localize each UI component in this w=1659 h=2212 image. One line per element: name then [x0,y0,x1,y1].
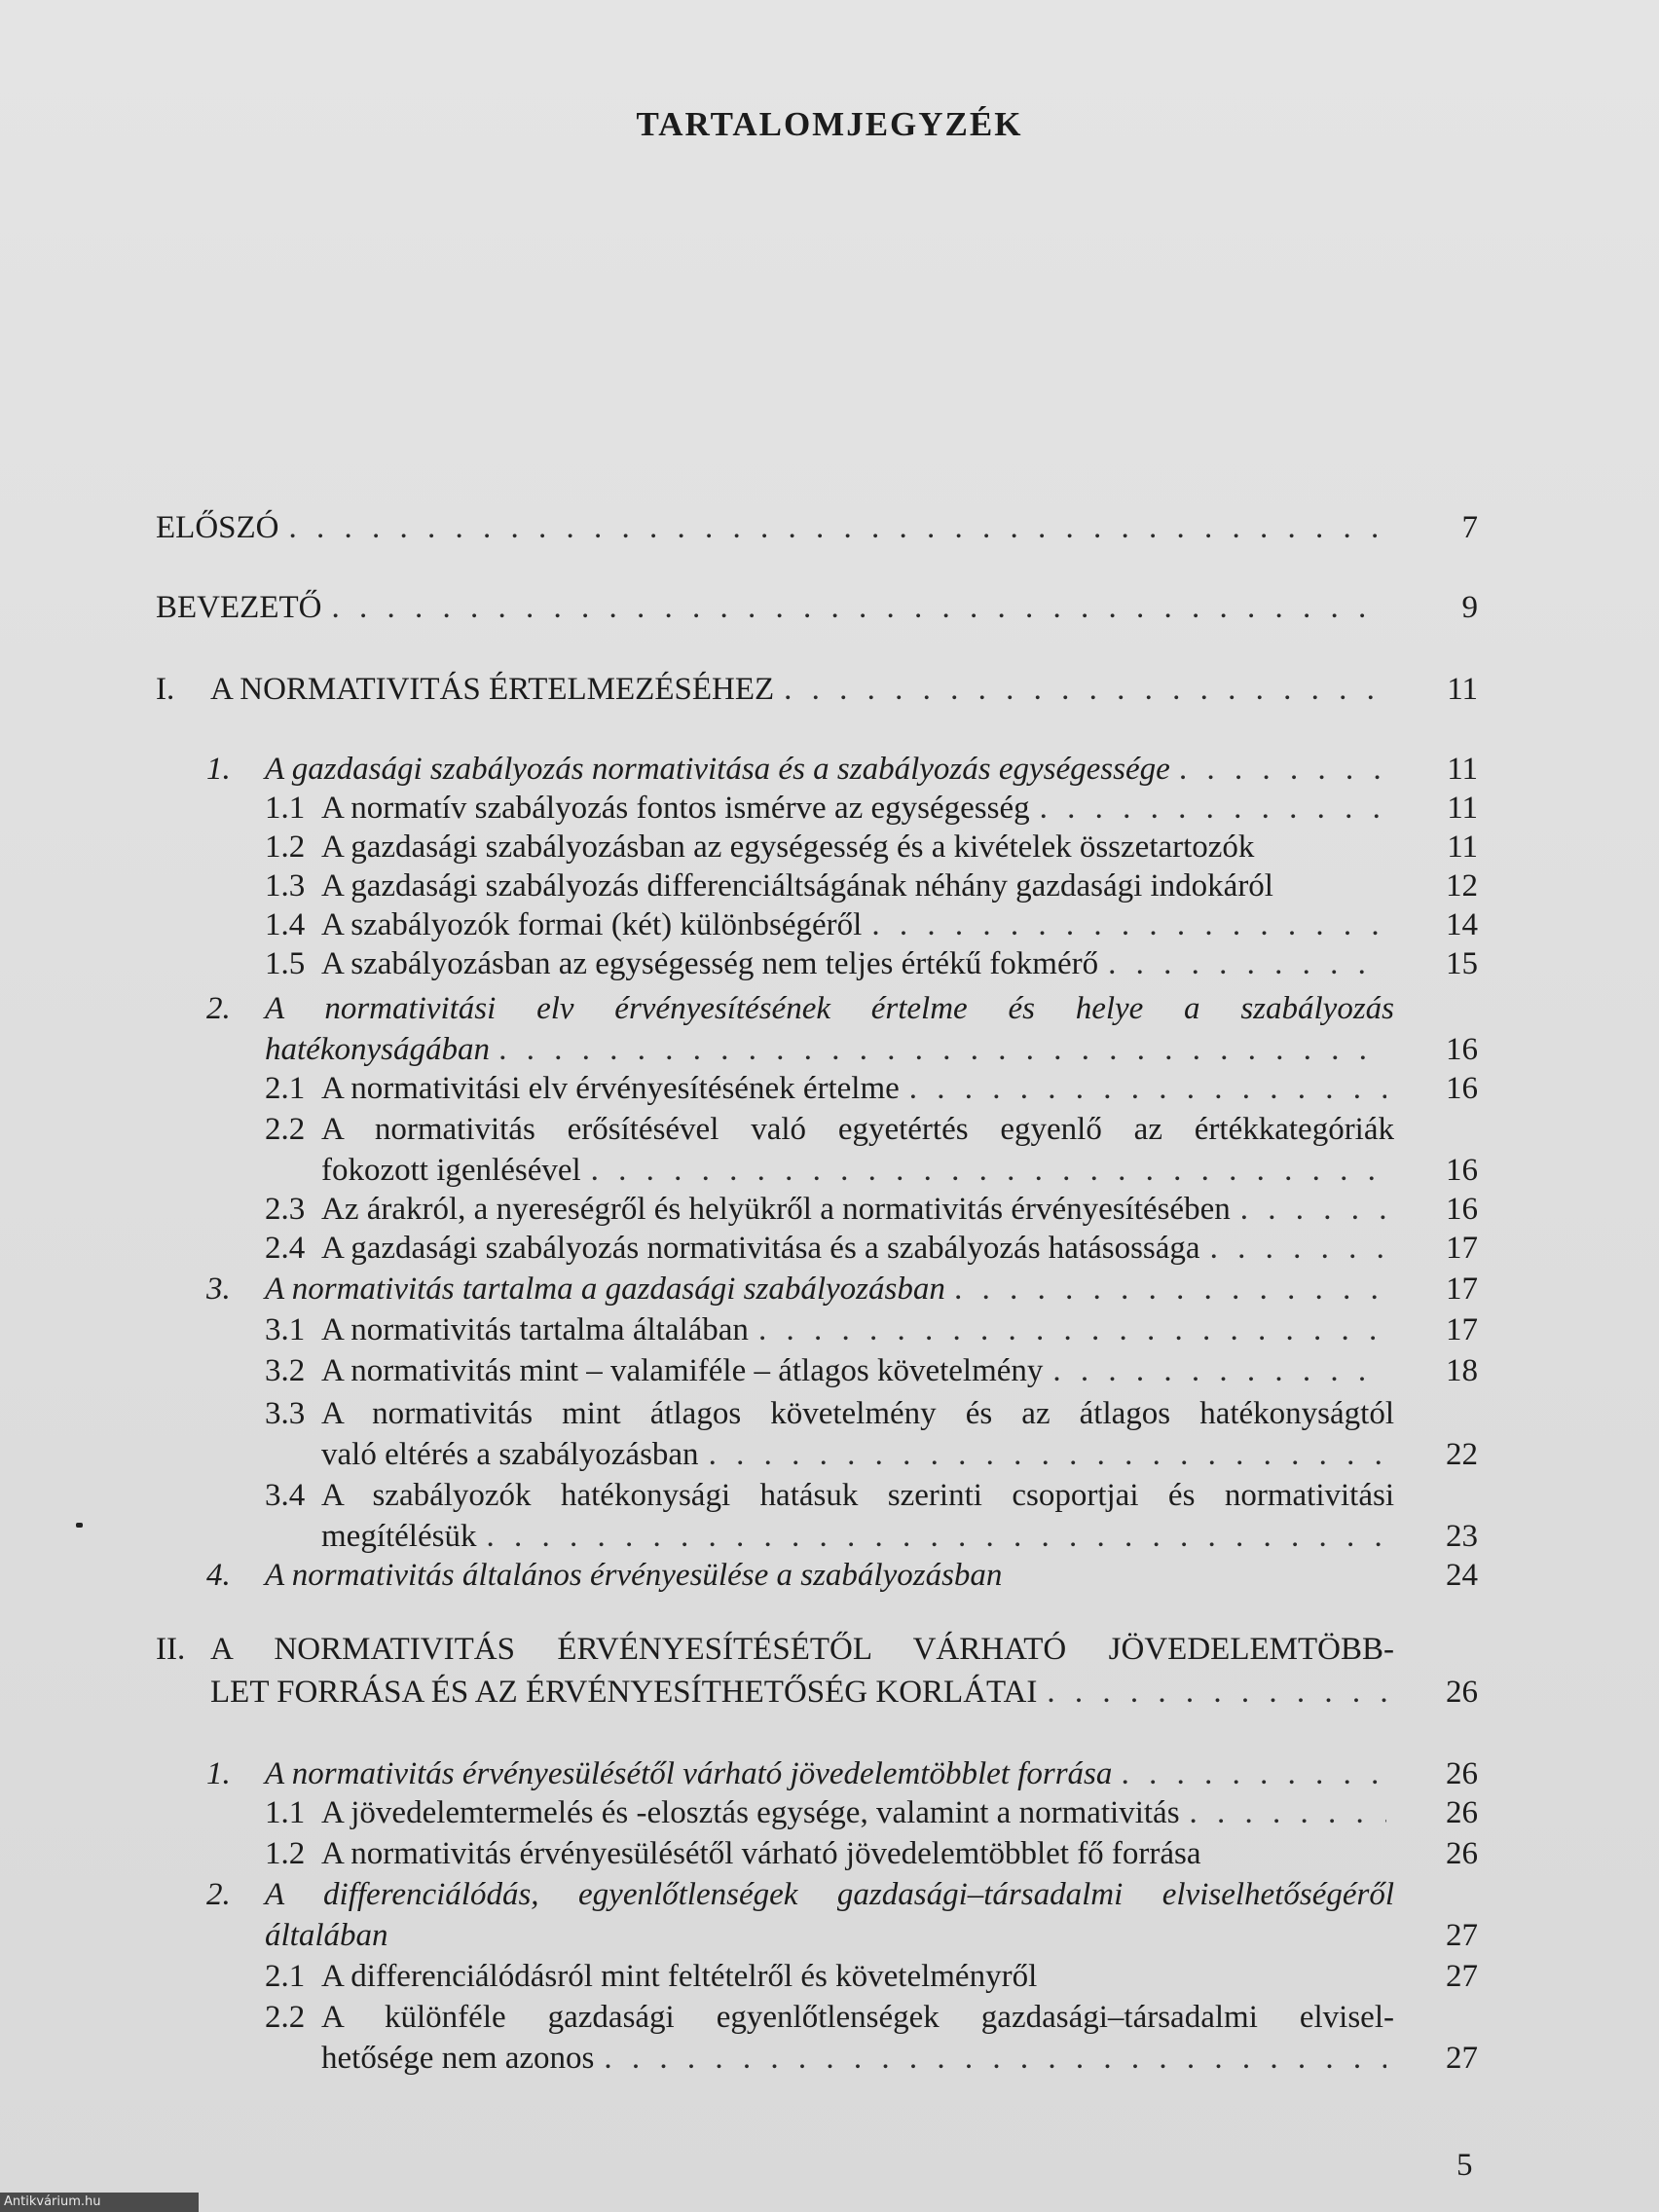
toc-section-page: 11 [1447,791,1478,826]
print-speck [76,1523,83,1528]
toc-section-title: A gazdasági szabályozás normativitása és a szabályozás hatásossága [321,1231,1200,1266]
leader-dots [1040,789,1386,828]
toc-section-page: 27 [1446,1959,1478,1994]
toc-section-title: A normativitás erősítésével való egyetértés egyenlő az értékkategóriák [321,1112,1394,1147]
toc-section-title: A gazdasági szabályozásban az egységesség és a kivételek összetartozók [321,830,1255,865]
leader-dots [955,1270,1386,1309]
toc-section-title: A gazdasági szabályozás differenciáltságának néhány gazdasági indokáról [321,868,1273,903]
toc-section-page: 14 [1446,907,1478,942]
toc-section-number: 1.4 [265,907,306,942]
toc-section-title-cont: megítélésük [321,1519,477,1554]
leader-dots [758,1310,1386,1349]
toc-section-page: 11 [1447,830,1478,865]
toc-section-cont [321,1151,1394,1190]
toc-chapter-title: A differenciálódás, egyenlőtlenségek gazdasági–társadalmi elviselhetőségéről [265,1877,1394,1912]
toc-part-number: I. [156,672,175,707]
toc-chapter-title: A normativitás általános érvényesülése a szabályozásban [265,1558,1003,1593]
toc-chapter [206,1754,1394,1793]
toc-chapter [206,1270,1394,1309]
toc-part-number: II. [156,1632,186,1667]
toc-section-number: 1.2 [265,830,306,865]
leader-dots [784,670,1386,709]
toc-chapter [206,1556,1394,1595]
page-title: TARTALOMJEGYZÉK [636,105,1023,143]
toc-chapter-number: 3. [206,1272,231,1307]
toc-chapter-page: 27 [1446,1918,1478,1953]
toc-section-number: 2.2 [265,2000,306,2035]
toc-section [265,1476,1394,1515]
toc-chapter-title: A normativitás tartalma a gazdasági szabályozásban [265,1272,945,1307]
leader-dots [1047,1673,1386,1712]
toc-section-number: 1.5 [265,946,306,981]
leader-dots [1122,1754,1386,1793]
leader-dots [604,2039,1386,2078]
toc-section-cont [321,2039,1394,2078]
toc-section-title-cont: fokozott igenlésével [321,1153,581,1188]
toc-part-page: 11 [1447,672,1478,707]
toc-section-number: 1.2 [265,1836,306,1871]
toc-part [156,670,1394,709]
toc-entry [156,588,1394,627]
toc-section-page: 16 [1446,1153,1478,1188]
toc-part-title-cont: LET FORRÁSA ÉS AZ ÉRVÉNYESÍTHETŐSÉG KORLÁTAI [210,1675,1038,1710]
toc-section-cont [321,1435,1394,1474]
toc-section-page: 18 [1446,1353,1478,1388]
toc-section [265,1310,1394,1349]
toc-chapter-page: 11 [1447,752,1478,787]
toc-section [265,1394,1394,1433]
toc-section-title: A normativitás mint – valamiféle – átlagos követelmény [321,1353,1044,1388]
toc-chapter-number: 2. [206,1877,231,1912]
toc-section [265,905,1394,944]
toc-section-title: A normativitás érvényesülésétől várható jövedelemtöbblet fő forrása [321,1836,1201,1871]
toc-part [156,1630,1394,1669]
toc-section-page: 23 [1446,1519,1478,1554]
toc-chapter-page: 17 [1446,1272,1478,1307]
toc-section-number: 2.1 [265,1959,306,1994]
toc-section [265,1998,1394,2037]
toc-part-title: A NORMATIVITÁS ÉRTELMEZÉSÉHEZ [210,672,775,707]
toc-section-title: A szabályozók formai (két) különbségéről [321,907,863,942]
toc-chapter-cont [265,1030,1394,1069]
toc-section [265,866,1394,905]
toc-chapter [206,1875,1394,1914]
leader-dots [331,588,1386,627]
leader-dots [499,1030,1386,1069]
toc-section [265,944,1394,983]
leader-dots [591,1151,1386,1190]
toc-section-page: 22 [1446,1437,1478,1472]
toc-section [265,1069,1394,1108]
toc-section [265,1190,1394,1229]
leader-dots [871,905,1386,944]
toc-part-page: 26 [1446,1675,1478,1710]
toc-section-page: 16 [1446,1192,1478,1227]
toc-section-page: 17 [1446,1231,1478,1266]
leader-dots [1052,1351,1386,1390]
toc-section-title: A szabályozók hatékonysági hatásuk szerinti csoportjai és normativitási [321,1478,1394,1513]
leader-dots [1240,1190,1386,1229]
toc-section [265,1957,1394,1996]
leader-dots [1210,1229,1386,1268]
toc-section-number: 3.3 [265,1396,306,1431]
toc-chapter-title: A normativitás érvényesülésétől várható jövedelemtöbblet forrása [265,1756,1113,1791]
toc-chapter-page: 24 [1446,1558,1478,1593]
toc-chapter-title: A normativitási elv érvényesítésének értelme és helye a szabályozás [265,991,1394,1026]
leader-dots [909,1069,1386,1108]
toc-section-title: A jövedelemtermelés és -elosztás egysége, valamint a normativitás [321,1795,1180,1830]
toc-section-number: 2.3 [265,1192,306,1227]
toc-chapter-number: 4. [206,1558,231,1593]
toc-section-page: 26 [1446,1836,1478,1871]
toc-chapter [206,750,1394,789]
source-watermark: Antikvárium.hu [0,2193,199,2212]
toc-section-number: 1.1 [265,1795,306,1830]
toc-section-page: 26 [1446,1795,1478,1830]
toc-chapter-cont [265,1916,1394,1955]
toc-section-title: A különféle gazdasági egyenlőtlenségek gazdasági–társadalmi elvisel- [321,2000,1394,2035]
toc-section-page: 15 [1446,946,1478,981]
toc-section-number: 3.1 [265,1312,306,1347]
toc-chapter-title-cont: hatékonyságában [265,1032,490,1067]
leader-dots [709,1435,1386,1474]
toc-chapter-number: 1. [206,1756,231,1791]
leader-dots [486,1517,1386,1556]
toc-section-title: A normatív szabályozás fontos ismérve az egységesség [321,791,1030,826]
toc-section [265,789,1394,828]
toc-section-page: 27 [1446,2041,1478,2076]
toc-part-title: A NORMATIVITÁS ÉRVÉNYESÍTÉSÉTŐL VÁRHATÓ JÖVEDELEMTÖBB- [210,1632,1394,1667]
toc-section-page: 12 [1446,868,1478,903]
toc-section-title: A differenciálódásról mint feltételről és követelményről [321,1959,1038,1994]
toc-section-title: A normativitás mint átlagos követelmény és az átlagos hatékonyságtól [321,1396,1394,1431]
toc-section [265,1834,1394,1873]
toc-section-cont [321,1517,1394,1556]
toc-section [265,1229,1394,1268]
toc-chapter-title: A gazdasági szabályozás normativitása és a szabályozás egységessége [265,752,1170,787]
toc-entry-label: ELŐSZÓ [156,510,279,545]
toc-section-number: 3.2 [265,1353,306,1388]
toc-section-page: 17 [1446,1312,1478,1347]
toc-chapter [206,989,1394,1028]
toc-section-number: 2.2 [265,1112,306,1147]
leader-dots [289,508,1387,547]
toc-chapter-page: 26 [1446,1756,1478,1791]
toc-section-number: 1.1 [265,791,306,826]
toc-entry-page: 9 [1461,590,1478,625]
toc-section-title: A normativitás tartalma általában [321,1312,749,1347]
leader-dots [1180,750,1386,789]
toc-section-number: 2.4 [265,1231,306,1266]
toc-section [265,828,1394,866]
toc-section-title-cont: való eltérés a szabályozásban [321,1437,699,1472]
leader-dots [1190,1793,1386,1832]
toc-section-title: Az árakról, a nyereségről és helyükről a normativitás érvényesítésében [321,1192,1231,1227]
page-number: 5 [1456,2148,1473,2183]
toc-section-title: A szabályozásban az egységesség nem teljes értékű fokmérő [321,946,1099,981]
toc-chapter-page: 16 [1446,1032,1478,1067]
toc-section-number: 1.3 [265,868,306,903]
toc-part-cont [210,1673,1394,1712]
toc-chapter-number: 2. [206,991,231,1026]
toc-section-title: A normativitási elv érvényesítésének értelme [321,1071,900,1106]
toc-section [265,1110,1394,1149]
toc-section-page: 16 [1446,1071,1478,1106]
leader-dots [1108,944,1386,983]
toc-section-number: 2.1 [265,1071,306,1106]
toc-section-number: 3.4 [265,1478,306,1513]
toc-entry-page: 7 [1461,510,1478,545]
toc-chapter-number: 1. [206,752,231,787]
toc-section [265,1351,1394,1390]
toc-entry [156,508,1394,547]
toc-section-title-cont: hetősége nem azonos [321,2041,595,2076]
toc-chapter-title-cont: általában [265,1918,388,1953]
toc-section [265,1793,1394,1832]
toc-entry-label: BEVEZETŐ [156,590,322,625]
